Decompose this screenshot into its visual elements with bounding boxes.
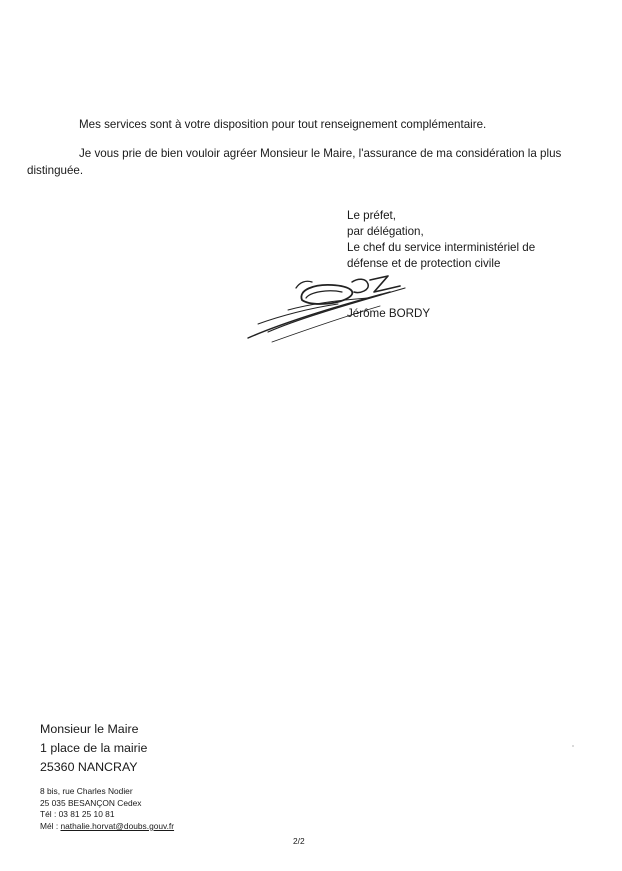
recipient-line: 1 place de la mairie <box>40 741 148 755</box>
sender-phone: Tél : 03 81 25 10 81 <box>40 809 115 820</box>
recipient-address <box>40 720 147 777</box>
recipient-line: Monsieur le Maire <box>40 722 139 736</box>
sender-city: 25 035 BESANÇON Cedex <box>40 797 142 808</box>
sender-street: 8 bis, rue Charles Nodier <box>40 786 133 796</box>
signature-title-line: Le chef du service interministériel de <box>347 241 536 254</box>
signature-title-line: Le préfet, <box>347 209 396 222</box>
signer-name: Jérôme BORDY <box>347 307 431 320</box>
closing-paragraph-courtesy: Je vous prie de bien vouloir agréer Monsieur le Maire, l'assurance de ma considération la plus distinguée. <box>27 147 562 177</box>
signature-title-line: défense et de protection civile <box>347 257 501 270</box>
signature-block <box>347 208 535 272</box>
scan-speck <box>572 745 574 747</box>
signature-title-line: par délégation, <box>347 225 424 238</box>
sender-mail-label: Mél : <box>40 820 61 831</box>
sender-contact <box>40 786 174 832</box>
closing-paragraph-services: Mes services sont à votre disposition pour tout renseignement complémentaire. <box>79 118 487 131</box>
recipient-line: 25360 NANCRAY <box>40 760 138 774</box>
page-number: 2/2 <box>293 836 305 846</box>
sender-mail <box>40 821 174 833</box>
sender-mail-link[interactable]: nathalie.horvat@doubs.gouv.fr <box>60 820 175 831</box>
